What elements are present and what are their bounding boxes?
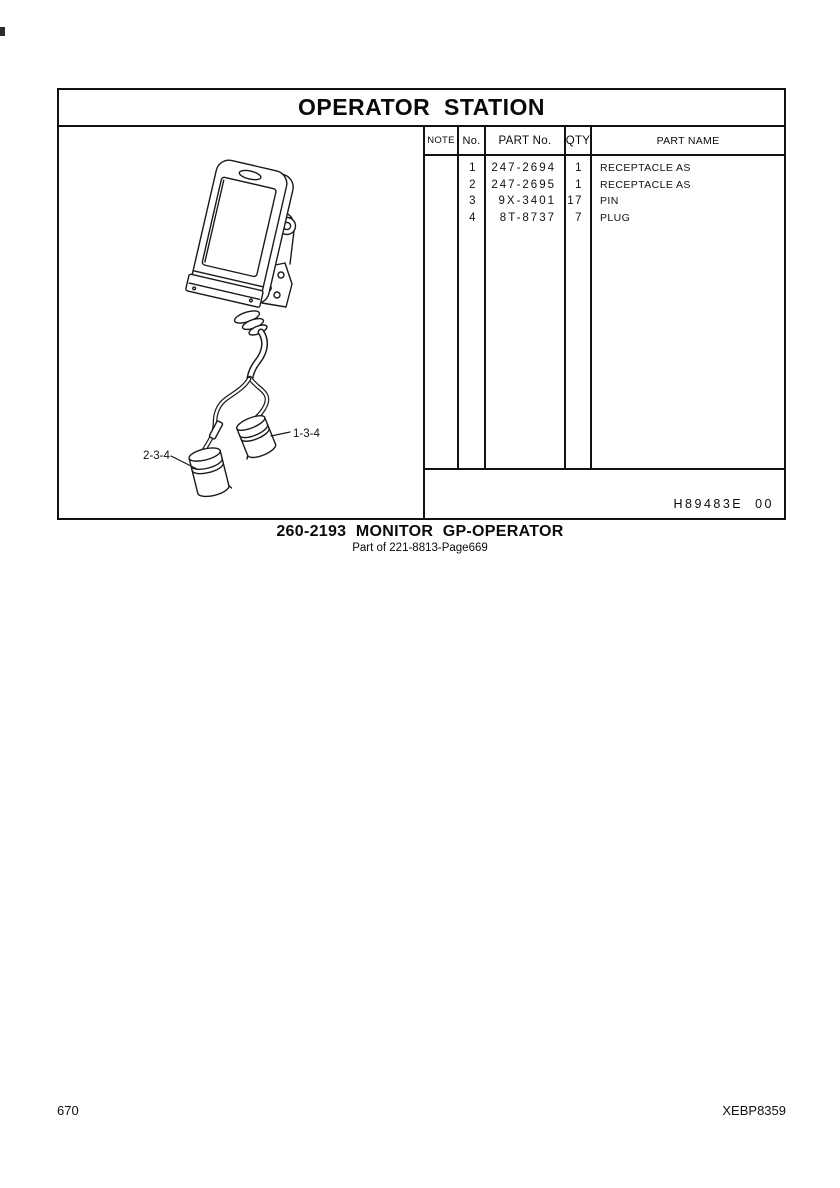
- plate-code-strip: [425, 470, 784, 518]
- table-column-qty: [566, 156, 592, 468]
- cell-part_no: 8T-8737: [499, 211, 556, 224]
- plate-code: H89483E 00: [673, 497, 774, 511]
- callout-label-2-3-4: 2-3-4: [143, 450, 170, 462]
- cell-note: [425, 177, 457, 194]
- cell-no: 4: [469, 211, 477, 224]
- cell-part_no: 9X-3401: [498, 195, 556, 207]
- table-column-note: [425, 156, 459, 468]
- plate-body: [59, 127, 784, 518]
- cell-part_name: RECEPTACLE AS: [600, 178, 691, 191]
- table-column-part-no: [486, 156, 566, 468]
- cell-no: 1: [469, 162, 477, 174]
- plate-title: OPERATOR STATION: [59, 90, 784, 127]
- scan-artifact: [0, 27, 5, 36]
- header-qty: QTY: [566, 127, 592, 154]
- caption-title: 260-2193 MONITOR GP-OPERATOR: [276, 523, 564, 540]
- callout-label-1-3-4: 1-3-4: [293, 428, 320, 440]
- cell-qty: 1: [575, 178, 583, 191]
- cell-no: 3: [469, 195, 477, 207]
- cell-part_name: PLUG: [600, 211, 631, 224]
- cell-part_no: 247-2695: [491, 178, 556, 191]
- cell-qty: 7: [575, 211, 583, 224]
- cell-part_no: 247-2694: [491, 162, 556, 174]
- parts-table-header: [425, 127, 784, 156]
- connector-right-lines: [233, 413, 277, 462]
- caption-subtitle: Part of 221-8813-Page669: [352, 542, 488, 554]
- parts-table: [423, 127, 784, 518]
- cell-no: 2: [469, 178, 477, 191]
- document-code: XEBP8359: [722, 1103, 786, 1118]
- header-no: No.: [459, 127, 486, 154]
- cell-qty: 1: [575, 162, 583, 174]
- cell-note: [425, 160, 457, 177]
- cell-part_name: PIN: [600, 195, 619, 207]
- parts-table-body: [425, 156, 784, 470]
- header-part-no: PART No.: [486, 127, 566, 154]
- cell-note: [425, 210, 457, 227]
- page-number: 670: [57, 1103, 79, 1118]
- caption-block: [0, 523, 840, 554]
- header-note: NOTE: [425, 127, 459, 154]
- cell-part_name: RECEPTACLE AS: [600, 162, 691, 174]
- monitor-drawing: [59, 127, 423, 518]
- plate-frame: [57, 88, 786, 520]
- leader-line-right: [271, 432, 290, 436]
- connector-left-lines: [188, 445, 232, 499]
- header-part-name: PART NAME: [656, 134, 720, 147]
- cell-qty: 17: [567, 195, 583, 207]
- table-column-part-name: [592, 156, 784, 468]
- table-column-no: [459, 156, 486, 468]
- cell-note: [425, 193, 457, 210]
